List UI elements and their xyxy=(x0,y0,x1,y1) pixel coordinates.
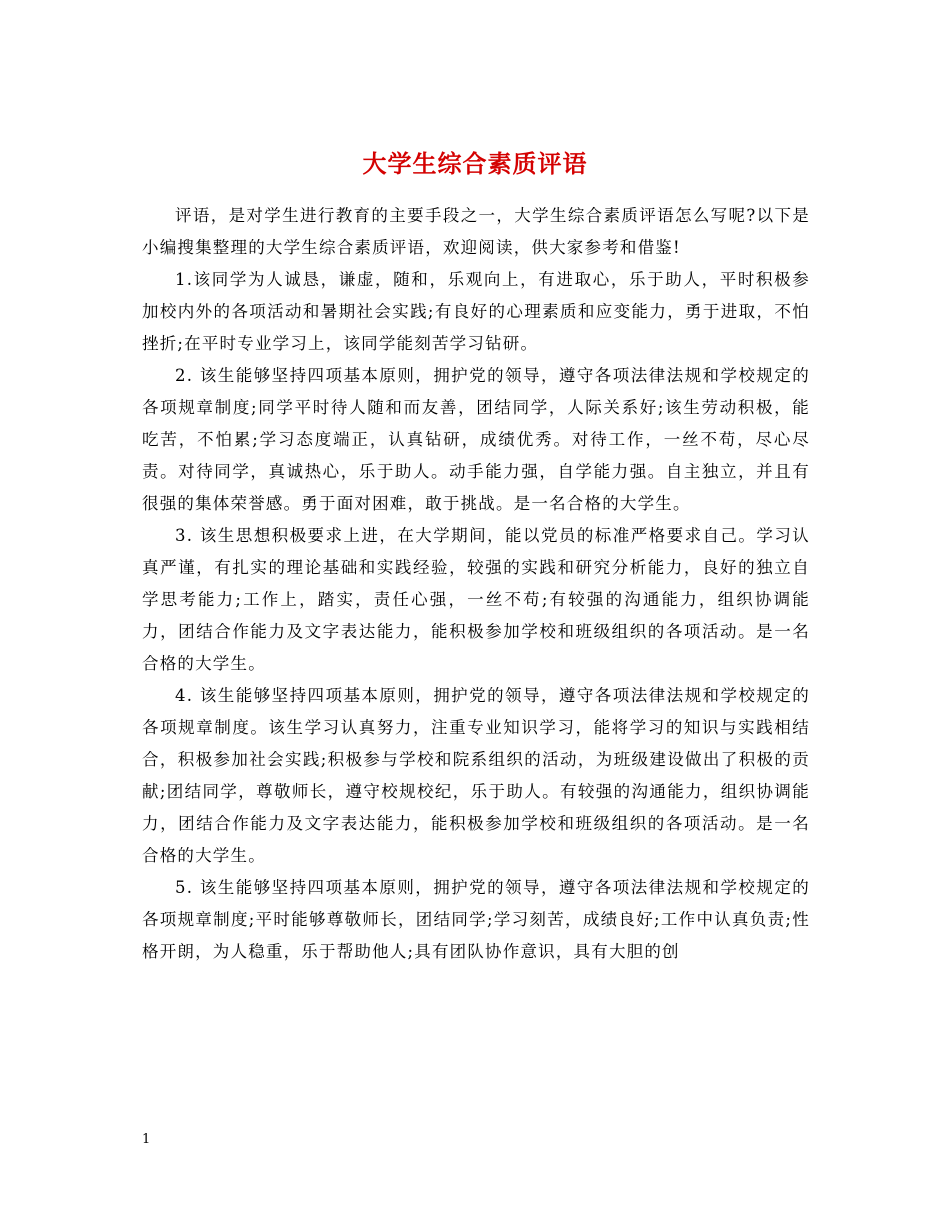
paragraph-item-5: 5. 该生能够坚持四项基本原则，拥护党的领导，遵守各项法律法规和学校规定的各项规章制度;平时能够尊敬师长，团结同学;学习刻苦，成绩良好;工作中认真负责;性格开朗，为人稳重，乐于帮助他人;具有团队协作意识，具有大胆的创 xyxy=(142,878,810,961)
paragraph-item-3: 3. 该生思想积极要求上进，在大学期间，能以党员的标准严格要求自己。学习认真严谨，有扎实的理论基础和实践经验，较强的实践和研究分析能力，良好的独立自学思考能力;工作上，踏实，责任心强，一丝不苟;有较强的沟通能力，组织协调能力，团结合作能力及文字表达能力，能积极参加学校和班级组织的各项活动。是一名合格的大学生。 xyxy=(142,526,810,673)
paragraph-item-2: 2. 该生能够坚持四项基本原则，拥护党的领导，遵守各项法律法规和学校规定的各项规章制度;同学平时待人随和而友善，团结同学，人际关系好;该生劳动积极，能吃苦，不怕累;学习态度端正，认真钻研，成绩优秀。对待工作，一丝不苟，尽心尽责。对待同学，真诚热心，乐于助人。动手能力强，自学能力强。自主独立，并且有很强的集体荣誉感。勇于面对困难，敢于挑战。是一名合格的大学生。 xyxy=(142,366,810,513)
document-body xyxy=(142,200,810,968)
page-title: 大学生综合素质评语 xyxy=(362,149,588,179)
paragraph-item-1: 1.该同学为人诚恳，谦虚，随和，乐观向上，有进取心，乐于助人，平时积极参加校内外的各项活动和暑期社会实践;有良好的心理素质和应变能力，勇于进取，不怕挫折;在平时专业学习上，该同学能刻苦学习钻研。 xyxy=(142,270,810,353)
paragraph-item-4: 4. 该生能够坚持四项基本原则，拥护党的领导，遵守各项法律法规和学校规定的各项规章制度。该生学习认真努力，注重专业知识学习，能将学习的知识与实践相结合，积极参加社会实践;积极参与学校和院系组织的活动，为班级建设做出了积极的贡献;团结同学，尊敬师长，遵守校规校纪，乐于助人。有较强的沟通能力，组织协调能力，团结合作能力及文字表达能力，能积极参加学校和班级组织的各项活动。是一名合格的大学生。 xyxy=(142,686,810,865)
paragraph-intro: 评语，是对学生进行教育的主要手段之一，大学生综合素质评语怎么写呢?以下是小编搜集整理的大学生综合素质评语，欢迎阅读，供大家参考和借鉴! xyxy=(142,206,810,257)
page-number: 1 xyxy=(142,1132,151,1147)
